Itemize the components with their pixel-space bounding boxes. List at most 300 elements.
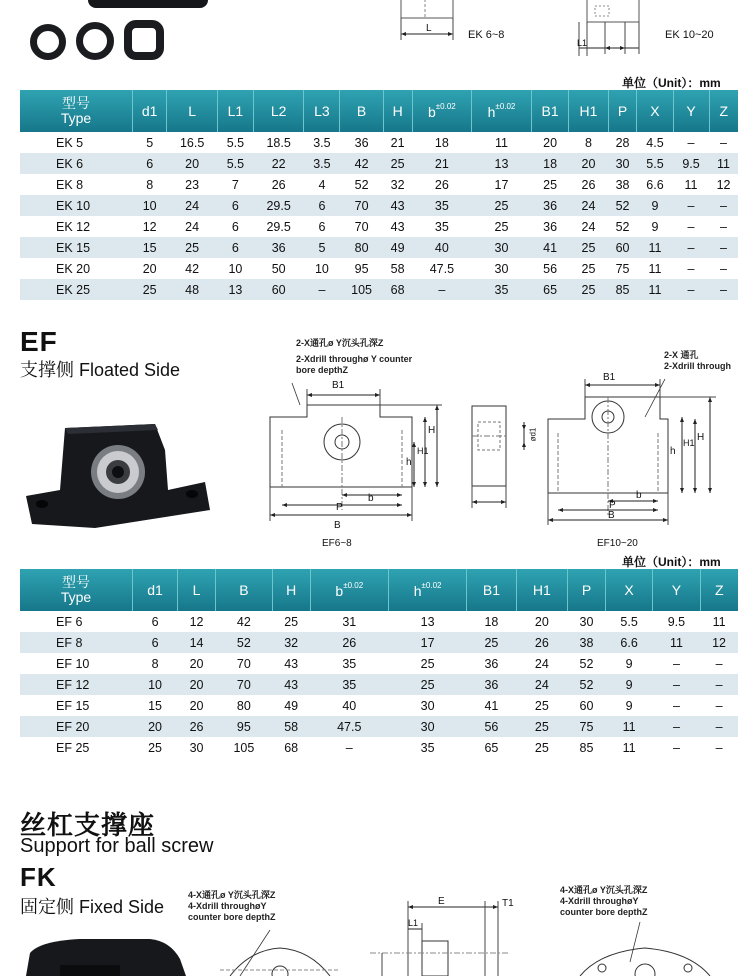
ek-col-header-type (20, 90, 133, 132)
table-cell: 31 (310, 611, 388, 632)
table-cell: 70 (215, 653, 272, 674)
ek-col-header-b (340, 90, 383, 132)
table-cell: 9.5 (653, 611, 700, 632)
table-cell: 52 (215, 632, 272, 653)
table-row (20, 153, 738, 174)
model-cell: EK 8 (20, 174, 133, 195)
table-cell: 30 (178, 737, 216, 758)
table-row (20, 674, 738, 695)
table-cell: 41 (467, 695, 516, 716)
table-cell: 24 (516, 653, 567, 674)
table-cell: 24 (167, 216, 217, 237)
table-cell: 70 (340, 216, 383, 237)
table-cell: 24 (516, 674, 567, 695)
table-cell: – (673, 237, 709, 258)
table-cell: 58 (383, 258, 412, 279)
table-cell: 25 (388, 674, 466, 695)
table-row (20, 216, 738, 237)
table-cell: 35 (310, 653, 388, 674)
ef-dim-bbig-left: B (334, 520, 341, 531)
table-cell: 26 (253, 174, 303, 195)
table-cell: 65 (467, 737, 516, 758)
table-cell: 30 (608, 153, 637, 174)
table-row (20, 237, 738, 258)
table-cell: 18 (412, 132, 472, 153)
table-cell: – (709, 237, 738, 258)
table-cell: 11 (673, 174, 709, 195)
table-cell: 26 (310, 632, 388, 653)
table-cell: – (673, 132, 709, 153)
table-row (20, 195, 738, 216)
table-cell: 30 (472, 237, 532, 258)
ef-drawing-right (540, 375, 730, 535)
ef-note-left-line3: bore depthZ (296, 365, 348, 375)
ek-col-header-h (472, 90, 532, 132)
table-cell: 17 (472, 174, 532, 195)
table-cell: 9 (637, 195, 673, 216)
fk-note-left-line3: counter bore depthZ (188, 912, 276, 922)
fk-note-right (560, 885, 648, 918)
table-cell: – (700, 716, 738, 737)
table-cell: 13 (217, 279, 253, 300)
table-row (20, 174, 738, 195)
table-cell: 48 (167, 279, 217, 300)
table-cell: 20 (531, 132, 569, 153)
table-cell: – (709, 132, 738, 153)
table-cell: 5 (304, 237, 340, 258)
table-cell: 20 (133, 258, 167, 279)
table-cell: 95 (340, 258, 383, 279)
ek-col-header-label: H1 (579, 103, 598, 119)
ef-col-header-label: b (335, 583, 344, 599)
ef-note-left-line1: 2-X通孔ø Y沉头孔深Z (296, 338, 384, 348)
table-cell: 40 (412, 237, 472, 258)
ek-col-header-label: L2 (270, 103, 287, 119)
table-cell: 36 (340, 132, 383, 153)
model-cell: EK 10 (20, 195, 133, 216)
table-cell: 68 (383, 279, 412, 300)
table-cell: 5 (133, 132, 167, 153)
table-cell: 58 (272, 716, 310, 737)
ek-header-row (20, 90, 738, 132)
model-cell: EK 5 (20, 132, 133, 153)
table-cell: 42 (215, 611, 272, 632)
model-cell: EK 15 (20, 237, 133, 258)
ek-col-header-l3 (304, 90, 340, 132)
ef-note-left (296, 338, 412, 376)
table-cell: 23 (167, 174, 217, 195)
fk-note-left-line2: 4-Xdrill throughøY (188, 901, 267, 911)
ef-dim-b-left: b (368, 493, 374, 504)
table-cell: 6 (133, 153, 167, 174)
table-cell: – (673, 195, 709, 216)
table-cell: 52 (608, 216, 637, 237)
ef-dim-h-right: H (697, 432, 705, 443)
table-cell: 8 (133, 653, 178, 674)
table-cell: 36 (467, 674, 516, 695)
table-cell: 20 (167, 153, 217, 174)
fk-dim-e: E (438, 896, 445, 907)
table-cell: 26 (569, 174, 608, 195)
table-cell: 5.5 (217, 153, 253, 174)
ef-col-header-label: h (413, 583, 422, 599)
table-cell: 13 (388, 611, 466, 632)
table-cell: 11 (709, 153, 738, 174)
ef-col-header-tolerance: ±0.02 (343, 581, 364, 590)
model-cell: EF 20 (20, 716, 133, 737)
table-cell: 5.5 (605, 611, 652, 632)
table-cell: 11 (637, 279, 673, 300)
ef-col-header-label: L (192, 582, 201, 598)
ek-col-header-x (637, 90, 673, 132)
ek-unit-label: 单位（Unit）：mm (622, 76, 721, 90)
table-cell: 49 (383, 237, 412, 258)
table-cell: 9.5 (673, 153, 709, 174)
table-cell: 13 (472, 153, 532, 174)
ek-col-header-type-en: Type (60, 110, 92, 126)
table-cell: 38 (568, 632, 606, 653)
table-cell: 9 (605, 695, 652, 716)
table-cell: – (653, 737, 700, 758)
ef-col-header-h (388, 569, 466, 611)
table-cell: 56 (467, 716, 516, 737)
model-cell: EK 12 (20, 216, 133, 237)
ef-dim-p-left: P (336, 502, 343, 513)
ef-col-header-type-cn: 型号 (62, 574, 90, 590)
table-cell: 68 (272, 737, 310, 758)
ek-dim-l: L (426, 23, 432, 34)
table-cell: 11 (637, 258, 673, 279)
table-row (20, 737, 738, 758)
table-cell: 47.5 (310, 716, 388, 737)
table-cell: 35 (412, 216, 472, 237)
table-cell: 18.5 (253, 132, 303, 153)
ek-col-header-l2 (253, 90, 303, 132)
ek-col-header-label: B1 (541, 103, 559, 119)
table-cell: – (412, 279, 472, 300)
table-cell: 18 (467, 611, 516, 632)
ef-note-left-line2: 2-Xdrill throughø Y counter (296, 354, 413, 364)
table-cell: 6 (304, 195, 340, 216)
table-cell: 15 (133, 237, 167, 258)
ef-dim-d1: ød1 (528, 427, 538, 442)
table-cell: – (709, 216, 738, 237)
table-cell: – (709, 258, 738, 279)
table-cell: 25 (272, 611, 310, 632)
table-cell: 36 (531, 195, 569, 216)
ef-col-header-b (310, 569, 388, 611)
table-cell: 50 (253, 258, 303, 279)
ek-caption-right: EK 10~20 (665, 29, 714, 41)
table-cell: – (653, 674, 700, 695)
ef-col-header-b (215, 569, 272, 611)
table-cell: 16.5 (167, 132, 217, 153)
table-cell: 11 (653, 632, 700, 653)
table-cell: 6 (217, 237, 253, 258)
table-cell: 41 (531, 237, 569, 258)
table-cell: 75 (568, 716, 606, 737)
ef-header-row (20, 569, 738, 611)
ek-col-header-p (608, 90, 637, 132)
ef-dim-p-right: P (609, 500, 616, 511)
model-cell: EK 20 (20, 258, 133, 279)
support-title-cn: 丝杠支撑座 (20, 810, 156, 840)
ef-dim-hsmall-right: h (670, 446, 676, 457)
table-cell: 43 (383, 195, 412, 216)
ek-spec-table (20, 90, 738, 300)
table-cell: 42 (167, 258, 217, 279)
ef-col-header-x (605, 569, 652, 611)
table-cell: 29.5 (253, 195, 303, 216)
fk-product-photo (20, 925, 190, 976)
table-cell: 5.5 (637, 153, 673, 174)
table-cell: 105 (215, 737, 272, 758)
table-cell: 65 (531, 279, 569, 300)
ef-col-header-label: H1 (532, 582, 551, 598)
ef-dim-h-left: H (428, 425, 436, 436)
model-cell: EF 12 (20, 674, 133, 695)
ef-dim-h1-left: H1 (417, 446, 429, 456)
table-cell: – (310, 737, 388, 758)
table-cell: 75 (608, 258, 637, 279)
fk-note-left-line1: 4-X通孔ø Y沉头孔深Z (188, 890, 276, 900)
table-cell: 25 (531, 174, 569, 195)
table-cell: – (700, 674, 738, 695)
table-cell: 3.5 (304, 153, 340, 174)
table-cell: 36 (467, 653, 516, 674)
table-cell: – (700, 653, 738, 674)
ef-col-header-h1 (516, 569, 567, 611)
ef-caption-left: EF6~8 (322, 538, 352, 549)
ek-col-header-l (167, 90, 217, 132)
table-cell: 35 (412, 195, 472, 216)
table-cell: 6.6 (637, 174, 673, 195)
ek-col-header-type-cn: 型号 (62, 95, 90, 111)
ef-col-header-label: B (239, 582, 249, 598)
fk-drawing-right (570, 922, 720, 976)
table-row (20, 716, 738, 737)
table-cell: 25 (388, 653, 466, 674)
ef-col-header-label: Z (715, 582, 724, 598)
table-cell: 11 (637, 237, 673, 258)
table-cell: 17 (388, 632, 466, 653)
table-cell: – (709, 279, 738, 300)
table-cell: 25 (472, 216, 532, 237)
ef-col-header-h (272, 569, 310, 611)
table-cell: 30 (568, 611, 606, 632)
ef-dim-b1-left: B1 (332, 380, 345, 391)
table-cell: 20 (569, 153, 608, 174)
model-cell: EK 6 (20, 153, 133, 174)
fk-dim-l1: L1 (408, 918, 419, 928)
ef-col-header-type-en: Type (60, 589, 92, 605)
table-cell: – (653, 695, 700, 716)
fk-code: FK (20, 862, 57, 892)
ef-col-header-label: H (286, 582, 297, 598)
ek-col-header-label: Y (686, 103, 696, 119)
table-cell: 25 (383, 153, 412, 174)
table-cell: 52 (340, 174, 383, 195)
table-cell: 42 (340, 153, 383, 174)
table-cell: 25 (167, 237, 217, 258)
table-cell: 12 (709, 174, 738, 195)
table-cell: 6 (304, 216, 340, 237)
ek-caption-left: EK 6~8 (468, 29, 505, 41)
ef-product-photo (20, 420, 210, 530)
table-cell: 43 (272, 653, 310, 674)
ef-note-right-line1: 2-X 通孔 (664, 350, 699, 360)
table-cell: 70 (215, 674, 272, 695)
table-cell: 8 (569, 132, 608, 153)
ek-col-header-l1 (217, 90, 253, 132)
table-cell: 26 (516, 632, 567, 653)
table-cell: 21 (383, 132, 412, 153)
table-row (20, 258, 738, 279)
ek-col-header-h (383, 90, 412, 132)
ef-dim-b-right: b (636, 490, 642, 501)
table-cell: – (304, 279, 340, 300)
table-cell: 25 (472, 195, 532, 216)
table-cell: 25 (569, 258, 608, 279)
table-cell: 60 (608, 237, 637, 258)
table-cell: 20 (516, 611, 567, 632)
ef-col-header-l (178, 569, 216, 611)
ef-col-header-type (20, 569, 133, 611)
table-cell: 11 (472, 132, 532, 153)
table-cell: – (700, 695, 738, 716)
table-cell: – (653, 653, 700, 674)
ef-col-header-z (700, 569, 738, 611)
table-cell: – (653, 716, 700, 737)
table-cell: 24 (569, 195, 608, 216)
table-cell: 24 (167, 195, 217, 216)
table-cell: 20 (133, 716, 178, 737)
table-cell: 95 (215, 716, 272, 737)
table-cell: 12 (178, 611, 216, 632)
ef-col-header-label: Y (671, 582, 682, 598)
ek-dim-l1: L1 (577, 38, 588, 48)
table-cell: 24 (569, 216, 608, 237)
table-cell: 3.5 (304, 132, 340, 153)
model-cell: EF 6 (20, 611, 133, 632)
ef-drawing-side (468, 400, 543, 520)
table-cell: 29.5 (253, 216, 303, 237)
table-cell: 6 (217, 216, 253, 237)
table-cell: 30 (472, 258, 532, 279)
table-row (20, 695, 738, 716)
ek-col-header-y (673, 90, 709, 132)
ek-col-header-tolerance: ±0.02 (435, 102, 456, 111)
table-cell: 80 (340, 237, 383, 258)
ek-col-header-label: L1 (227, 103, 244, 119)
ef-subtitle: 支撑侧 Floated Side (20, 360, 181, 380)
table-cell: 52 (568, 674, 606, 695)
table-cell: 36 (531, 216, 569, 237)
model-cell: EK 25 (20, 279, 133, 300)
ek-col-header-tolerance: ±0.02 (495, 102, 516, 111)
ef-note-right-line2: 2-Xdrill through (664, 361, 731, 371)
table-cell: 4.5 (637, 132, 673, 153)
table-cell: 11 (700, 611, 738, 632)
fk-dim-t1: T1 (502, 898, 514, 909)
table-cell: 6 (217, 195, 253, 216)
table-cell: 12 (700, 632, 738, 653)
ef-col-header-label: P (581, 582, 592, 598)
table-cell: 25 (569, 237, 608, 258)
ef-dim-b1-right: B1 (603, 372, 616, 383)
table-cell: 20 (178, 653, 216, 674)
table-cell: 10 (304, 258, 340, 279)
table-row (20, 132, 738, 153)
table-cell: 25 (133, 737, 178, 758)
ek-col-header-label: b (427, 104, 436, 120)
table-cell: 10 (133, 674, 178, 695)
table-cell: 32 (272, 632, 310, 653)
ek-col-header-label: d1 (141, 103, 158, 119)
table-cell: 80 (215, 695, 272, 716)
ek-col-header-h1 (569, 90, 608, 132)
table-cell: 6 (133, 611, 178, 632)
table-row (20, 653, 738, 674)
table-cell: 25 (516, 695, 567, 716)
table-cell: 60 (253, 279, 303, 300)
table-cell: 32 (383, 174, 412, 195)
ek-col-header-label: H (392, 103, 403, 119)
table-cell: – (673, 216, 709, 237)
table-cell: 56 (531, 258, 569, 279)
ef-spec-table (20, 569, 738, 758)
ek-col-header-b1 (531, 90, 569, 132)
table-cell: 9 (637, 216, 673, 237)
table-cell: 14 (178, 632, 216, 653)
table-cell: 6.6 (605, 632, 652, 653)
ef-col-header-y (653, 569, 700, 611)
ek-col-header-z (709, 90, 738, 132)
table-cell: 43 (383, 216, 412, 237)
table-cell: 30 (388, 695, 466, 716)
table-cell: 22 (253, 153, 303, 174)
table-row (20, 611, 738, 632)
table-cell: 6 (133, 632, 178, 653)
ef-code: EF (20, 326, 58, 357)
table-cell: 25 (133, 279, 167, 300)
ek-col-header-label: L (188, 103, 197, 119)
table-cell: 11 (605, 716, 652, 737)
table-cell: 70 (340, 195, 383, 216)
ek-col-header-label: h (487, 104, 496, 120)
fk-note-right-line2: 4-Xdrill throughøY (560, 896, 639, 906)
table-cell: 26 (412, 174, 472, 195)
model-cell: EF 25 (20, 737, 133, 758)
table-cell: 12 (133, 216, 167, 237)
support-title-en: Support for ball screw (20, 835, 214, 857)
ef-col-header-tolerance: ±0.02 (421, 581, 442, 590)
table-cell: 30 (388, 716, 466, 737)
table-cell: 38 (608, 174, 637, 195)
table-cell: 20 (178, 674, 216, 695)
model-cell: EF 10 (20, 653, 133, 674)
table-cell: 52 (608, 195, 637, 216)
table-cell: 9 (605, 674, 652, 695)
ef-col-header-b1 (467, 569, 516, 611)
fk-note-left (188, 890, 276, 923)
ek-col-header-label: B (356, 103, 367, 119)
table-cell: 35 (472, 279, 532, 300)
table-cell: – (673, 279, 709, 300)
ek-col-header-b (412, 90, 472, 132)
table-cell: 85 (568, 737, 606, 758)
ef-col-header-label: d1 (147, 582, 163, 598)
